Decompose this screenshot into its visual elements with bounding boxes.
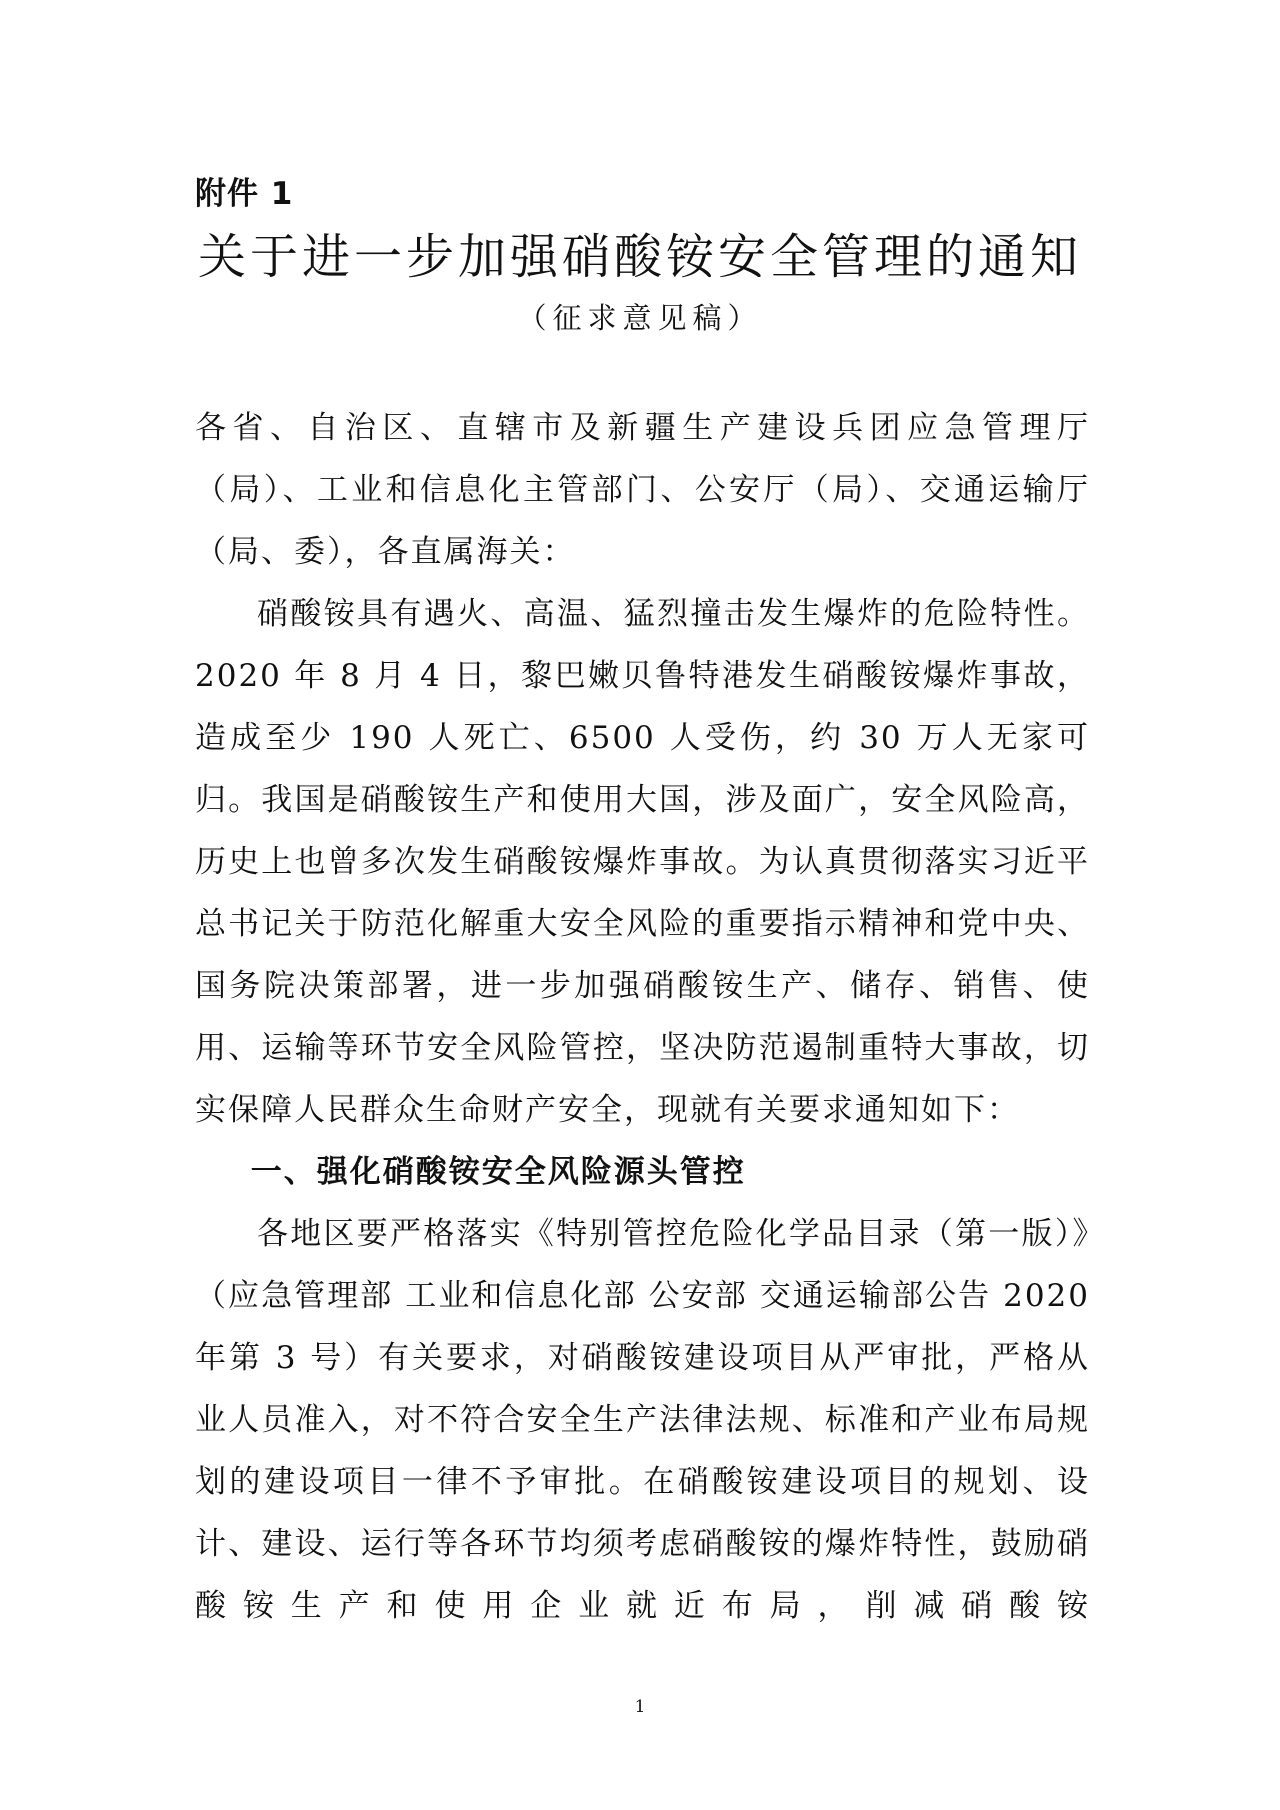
attachment-label: 附件 1 <box>195 176 294 212</box>
section-1-heading: 一、强化硝酸铵安全风险源头管控 <box>250 1154 746 1190</box>
document-body <box>195 397 1090 1637</box>
section-1-paragraph: 各地区要严格落实《特别管控危险化学品目录（第一版）》（应急管理部 工业和信息化部 公安部 交通运输部公告 2020 年第 3 号）有关要求，对硝酸铵建设项目从严审批，严格从业人员准入，对不符合安全生产法律法规、标准和产业布局规划的建设项目一律不予审批。在硝酸铵建设项目的规划、设计、建设、运行等各环节均须考虑硝酸铵的爆炸特性，鼓励硝酸铵生产和使用企业就近布局，削减硝酸铵 <box>195 1216 1090 1624</box>
document-title: 关于进一步加强硝酸铵安全管理的通知 <box>197 229 1082 285</box>
addressees-paragraph: 各省、自治区、直辖市及新疆生产建设兵团应急管理厅（局）、工业和信息化主管部门、公安厅（局）、交通运输厅（局、委），各直属海关： <box>195 410 1090 570</box>
page-number: 1 <box>634 1697 646 1717</box>
intro-paragraph: 硝酸铵具有遇火、高温、猛烈撞击发生爆炸的危险特性。2020 年 8 月 4 日，黎巴嫩贝鲁特港发生硝酸铵爆炸事故，造成至少 190 人死亡、6500 人受伤，约 30 万人无家可归。我国是硝酸铵生产和使用大国，涉及面广，安全风险高，历史上也曾多次发生硝酸铵爆炸事故。为认真贯彻落实习近平总书记关于防范化解重大安全风险的重要指示精神和党中央、国务院决策部署，进一步加强硝酸铵生产、储存、销售、使用、运输等环节安全风险管控，坚决防范遏制重特大事故，切实保障人民群众生命财产安全，现就有关要求通知如下： <box>195 596 1090 1128</box>
document-subtitle: （征求意见稿） <box>517 301 763 335</box>
